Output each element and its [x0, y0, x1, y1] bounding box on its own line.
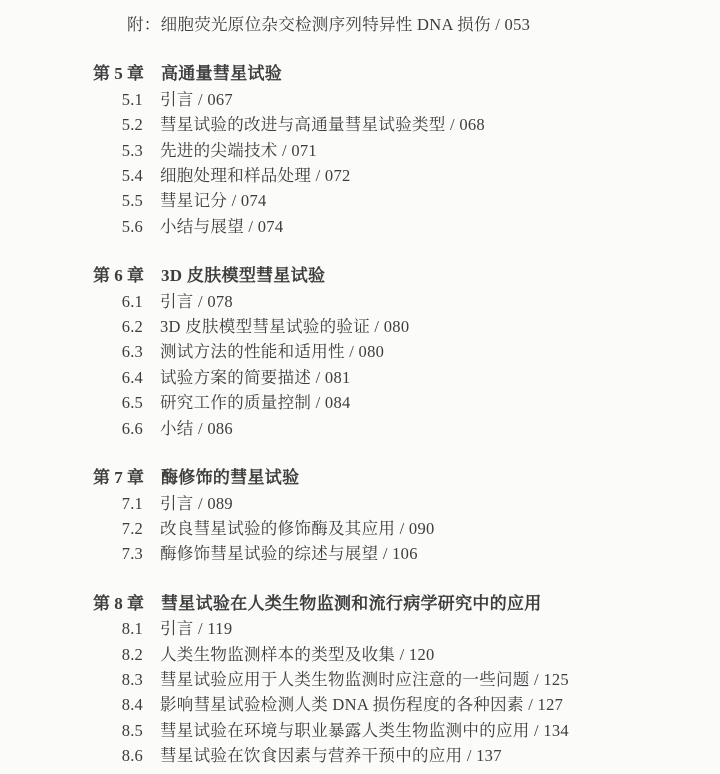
- toc-entry: [0, 718, 720, 743]
- chapter-label: 第 6 章: [93, 266, 144, 286]
- section-number: 8.6: [121, 746, 143, 766]
- toc-entry: [0, 390, 720, 415]
- chapter-block-5: [0, 61, 720, 239]
- section-number: 5.3: [121, 140, 143, 160]
- chapter-title: 彗星试验在人类生物监测和流行病学研究中的应用: [161, 593, 542, 613]
- section-number: 6.4: [121, 367, 143, 387]
- section-number: 6.1: [121, 291, 143, 311]
- toc-entry: [0, 516, 720, 541]
- section-number: 8.1: [121, 619, 143, 639]
- section-number: 5.1: [121, 89, 143, 109]
- section-number: 5.4: [121, 166, 143, 186]
- chapter-block-7: [0, 465, 720, 567]
- chapter-label: 第 7 章: [93, 468, 144, 488]
- toc-entry: [0, 339, 720, 364]
- section-number: 8.5: [121, 720, 143, 740]
- chapter-heading: [0, 263, 720, 288]
- section-number: 8.3: [121, 669, 143, 689]
- section-title: 酶修饰彗星试验的综述与展望 / 106: [160, 544, 418, 564]
- toc-entry: [0, 112, 720, 137]
- section-title: 人类生物监测样本的类型及收集 / 120: [160, 644, 435, 664]
- toc-entry: [0, 616, 720, 641]
- section-number: 8.4: [121, 695, 143, 715]
- section-title: 3D 皮肤模型彗星试验的验证 / 080: [160, 317, 410, 337]
- toc-entry: [0, 163, 720, 188]
- toc-entry: [0, 138, 720, 163]
- section-number: 7.1: [121, 493, 143, 513]
- toc-entry: [0, 214, 720, 239]
- section-number: 5.5: [121, 191, 143, 211]
- toc-entry: [0, 416, 720, 441]
- section-title: 引言 / 119: [160, 619, 233, 639]
- section-number: 6.5: [121, 393, 143, 413]
- toc-entry: [0, 365, 720, 390]
- section-title: 先进的尖端技术 / 071: [160, 140, 317, 160]
- section-title: 研究工作的质量控制 / 084: [160, 393, 351, 413]
- chapter-label: 第 5 章: [93, 64, 144, 84]
- section-title: 彗星试验在环境与职业暴露人类生物监测中的应用 / 134: [160, 720, 569, 740]
- section-title: 彗星记分 / 074: [160, 191, 267, 211]
- section-number: 6.6: [121, 418, 143, 438]
- section-number: 6.2: [121, 317, 143, 337]
- section-number: 7.2: [121, 518, 143, 538]
- section-title: 细胞处理和样品处理 / 072: [160, 166, 351, 186]
- section-number: 8.2: [121, 644, 143, 664]
- section-title: 改良彗星试验的修饰酶及其应用 / 090: [160, 518, 435, 538]
- toc-entry: [0, 491, 720, 516]
- toc-entry: [0, 87, 720, 112]
- section-title: 引言 / 089: [160, 493, 233, 513]
- chapter-title: 高通量彗星试验: [161, 64, 283, 84]
- section-title: 小结与展望 / 074: [160, 216, 284, 236]
- chapter-block-8: [0, 591, 720, 769]
- section-title: 引言 / 078: [160, 291, 233, 311]
- section-title: 小结 / 086: [160, 418, 233, 438]
- toc-entry: [0, 667, 720, 692]
- chapter-heading: [0, 465, 720, 490]
- section-title: 影响彗星试验检测人类 DNA 损伤程度的各种因素 / 127: [160, 695, 564, 715]
- toc-entry: [0, 314, 720, 339]
- toc-entry: [0, 188, 720, 213]
- section-title: 彗星试验在饮食因素与营养干预中的应用 / 137: [160, 746, 502, 766]
- toc-entry: [0, 541, 720, 566]
- toc-entry: [0, 692, 720, 717]
- section-title: 测试方法的性能和适用性 / 080: [160, 342, 385, 362]
- section-title: 引言 / 067: [160, 89, 233, 109]
- section-title: 试验方案的简要描述 / 081: [160, 367, 351, 387]
- chapter-label: 第 8 章: [93, 593, 144, 613]
- chapter-block-6: [0, 263, 720, 441]
- toc-entry: [0, 642, 720, 667]
- chapter-title: 3D 皮肤模型彗星试验: [161, 266, 326, 286]
- section-number: 5.6: [121, 216, 143, 236]
- chapter-heading: [0, 591, 720, 616]
- section-title: 彗星试验的改进与高通量彗星试验类型 / 068: [160, 115, 485, 135]
- toc-entry: [0, 743, 720, 768]
- section-number: 6.3: [121, 342, 143, 362]
- section-title: 彗星试验应用于人类生物监测时应注意的一些问题 / 125: [160, 669, 569, 689]
- chapter-heading: [0, 61, 720, 86]
- toc-entry: [0, 289, 720, 314]
- appendix-entry: 附：细胞荧光原位杂交检测序列特异性 DNA 损伤 / 053: [127, 15, 531, 34]
- section-number: 5.2: [121, 115, 143, 135]
- chapter-title: 酶修饰的彗星试验: [161, 468, 300, 488]
- section-number: 7.3: [121, 544, 143, 564]
